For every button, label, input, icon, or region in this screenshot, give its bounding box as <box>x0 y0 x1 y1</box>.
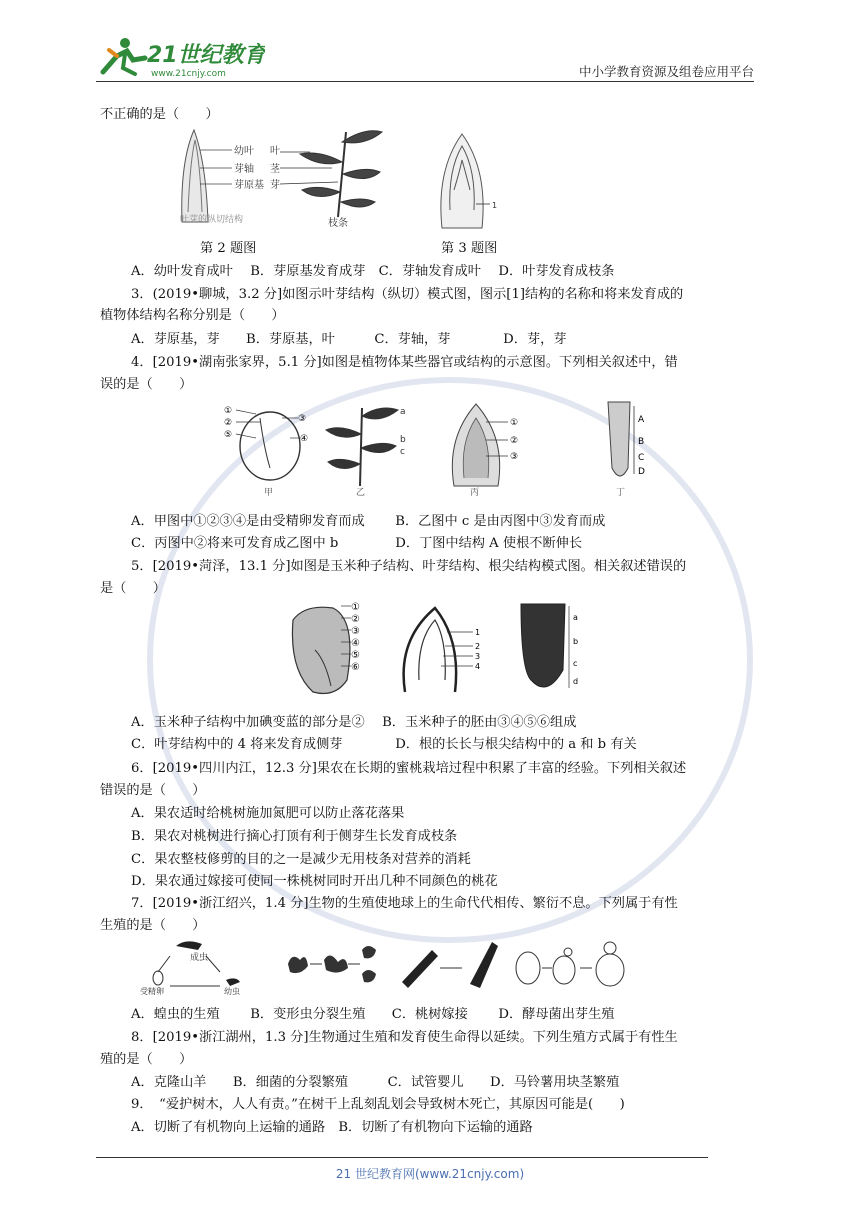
label-yayuanji: 芽原基 <box>234 180 264 191</box>
q2-stem-end: 不正确的是（ ） <box>100 107 219 122</box>
q2-options: A．幼叶发育成叶 B．芽原基发育成芽 C．芽轴发育成叶 D．叶芽发育成枝条 <box>131 264 615 279</box>
svg-text:d: d <box>573 677 579 686</box>
svg-text:②: ② <box>510 436 519 446</box>
corn-seed-drawing <box>292 602 360 694</box>
svg-text:受精卵: 受精卵 <box>140 987 164 996</box>
label-bing: 丙 <box>470 488 480 498</box>
q8-stem-1: 8．[2019•浙江湖州，1.3 分]生物通过生殖和发育使生命得以延续。下列生殖方式属于有性生 <box>131 1030 678 1045</box>
diagram-jia <box>224 406 308 498</box>
svg-text:⑥: ⑥ <box>351 662 360 673</box>
locust-lifecycle-drawing <box>140 941 240 996</box>
svg-text:3: 3 <box>475 652 481 661</box>
q5-options-1: A．玉米种子结构中加碘变蓝的部分是② B．玉米种子的胚由③④⑤⑥组成 <box>131 715 577 730</box>
q5-stem-2: 是（ ） <box>100 581 166 596</box>
svg-text:②: ② <box>224 418 233 428</box>
svg-text:a: a <box>573 613 578 622</box>
yeast-budding-drawing <box>516 942 624 986</box>
caption-bud: 叶芽的纵切结构 <box>180 215 244 225</box>
svg-text:成虫: 成虫 <box>190 953 209 963</box>
amoeba-fission-drawing <box>288 946 376 982</box>
site-logo <box>95 34 265 82</box>
svg-text:①: ① <box>351 602 360 613</box>
caption-q3: 第 3 题图 <box>441 241 498 256</box>
svg-text:幼虫: 幼虫 <box>224 987 240 996</box>
label-ye: 叶 <box>270 146 280 157</box>
label-youye: 幼叶 <box>234 146 254 157</box>
svg-text:c: c <box>573 659 578 668</box>
svg-text:③: ③ <box>510 452 519 462</box>
q5-stem-1: 5．[2019•菏泽，13.1 分]如图是玉米种子结构、叶芽结构、根尖结构模式图。相关叙述错误的 <box>131 559 687 574</box>
q4-stem-1: 4．[2019•湖南张家界，5.1 分]如图是植物体某些器官或结构的示意图。下列相关叙述中，错 <box>131 355 678 370</box>
svg-text:B: B <box>638 437 645 447</box>
figure-q5 <box>285 600 585 700</box>
q3-stem-2: 植物体结构名称分别是（ ） <box>100 308 285 323</box>
footer-link[interactable]: 21 世纪教育网(www.21cnjy.com) <box>335 1167 525 1181</box>
svg-text:D: D <box>638 467 645 477</box>
svg-text:2: 2 <box>475 642 481 651</box>
svg-text:⑤: ⑤ <box>351 650 360 661</box>
figure-q2 <box>170 122 385 230</box>
svg-text:③: ③ <box>298 414 307 424</box>
q5-options-2: C．叶芽结构中的 4 将来发育成侧芽 D．根的长长与根尖结构中的 a 和 b 有关 <box>131 737 637 752</box>
grafting-drawing <box>402 942 498 988</box>
q9-options: A．切断了有机物向上运输的通路 B．切断了有机物向下运输的通路 <box>131 1120 533 1135</box>
label-1: 1 <box>492 201 498 210</box>
q6-option-a: A．果农适时给桃树施加氮肥可以防止落花落果 <box>131 806 405 821</box>
svg-text:b: b <box>400 435 406 445</box>
q6-stem-1: 6．[2019•四川内江，12.3 分]果农在长期的蜜桃栽培过程中积累了丰富的经验。下列相关叙述 <box>131 761 687 776</box>
svg-text:A: A <box>638 415 645 425</box>
svg-text:1: 1 <box>475 628 481 637</box>
q3-options: A．芽原基，芽 B．芽原基，叶 C．芽轴，芽 D．芽，芽 <box>131 332 567 347</box>
svg-text:②: ② <box>351 614 360 625</box>
label-yazhou: 芽轴 <box>234 164 254 175</box>
logo-text: 21世纪教育 <box>147 43 265 68</box>
caption-twig: 枝条 <box>328 218 348 229</box>
q6-option-c: C．果农整枝修剪的目的之一是减少无用枝条对营养的消耗 <box>131 852 471 867</box>
q7-stem-2: 生殖的是（ ） <box>100 918 206 933</box>
svg-text:④: ④ <box>300 434 309 444</box>
twig-drawing <box>280 131 382 217</box>
bud-longitudinal-drawing <box>441 134 483 228</box>
svg-text:a: a <box>400 407 406 417</box>
leaf-bud-drawing <box>404 608 480 692</box>
figure-q4 <box>220 398 660 498</box>
figure-q3 <box>432 130 504 230</box>
q8-options: A．克隆山羊 B．细菌的分裂繁殖 C．试管婴儿 D．马铃薯用块茎繁殖 <box>131 1075 620 1090</box>
header-divider <box>96 81 754 82</box>
footer-divider <box>96 1157 708 1158</box>
q9-stem: 9． “爱护树木，人人有责。”在树干上乱刻乱划会导致树木死亡，其原因可能是( ) <box>131 1097 625 1112</box>
svg-text:①: ① <box>224 406 233 416</box>
q6-option-d: D．果农通过嫁接可使同一株桃树同时开出几种不同颜色的桃花 <box>131 874 498 889</box>
q8-stem-2: 殖的是（ ） <box>100 1052 193 1067</box>
q6-option-b: B．果农对桃树进行摘心打顶有利于侧芽生长发育成枝条 <box>131 829 458 844</box>
figure-q7 <box>140 936 640 998</box>
q3-stem-1: 3．(2019•聊城，3.2 分]如图示叶芽结构（纵切）模式图，图示[1]结构的名称和将来发育成的 <box>131 287 684 302</box>
logo-url: www.21cnjy.com <box>151 69 226 79</box>
label-jing: 茎 <box>270 164 280 175</box>
svg-text:⑤: ⑤ <box>224 430 233 440</box>
caption-q2: 第 2 题图 <box>200 241 257 256</box>
header-platform-text: 中小学教育资源及组卷应用平台 <box>578 64 754 79</box>
q6-stem-2: 错误的是（ ） <box>100 783 206 798</box>
svg-text:①: ① <box>510 418 519 428</box>
root-tip-drawing <box>521 604 578 688</box>
runner-logo-icon <box>103 38 145 74</box>
q4-options-1: A．甲图中①②③④是由受精卵发育而成 B．乙图中 c 是由丙图中③发育而成 <box>131 514 606 529</box>
svg-text:c: c <box>400 447 405 457</box>
diagram-ding <box>608 402 645 498</box>
label-ding: 丁 <box>616 488 626 498</box>
q4-stem-2: 误的是（ ） <box>100 377 193 392</box>
diagram-bing <box>452 404 518 498</box>
q4-options-2: C．丙图中②将来可发育成乙图中 b D．丁图中结构 A 使根不断伸长 <box>131 536 583 551</box>
label-ya: 芽 <box>270 180 280 191</box>
q7-options: A．蝗虫的生殖 B．变形虫分裂生殖 C．桃树嫁接 D．酵母菌出芽生殖 <box>131 1007 615 1022</box>
q7-stem-1: 7．[2019•浙江绍兴，1.4 分]生物的生殖使地球上的生命代代相传、繁衍不息。下列属于有性 <box>131 896 678 911</box>
diagram-yi <box>326 407 406 498</box>
svg-text:④: ④ <box>351 638 360 649</box>
svg-text:C: C <box>638 453 645 463</box>
bud-section-drawing <box>182 130 232 222</box>
label-jia: 甲 <box>264 488 274 498</box>
svg-text:b: b <box>573 637 579 646</box>
svg-text:③: ③ <box>351 626 360 637</box>
label-yi: 乙 <box>356 488 366 498</box>
svg-text:4: 4 <box>475 662 481 671</box>
